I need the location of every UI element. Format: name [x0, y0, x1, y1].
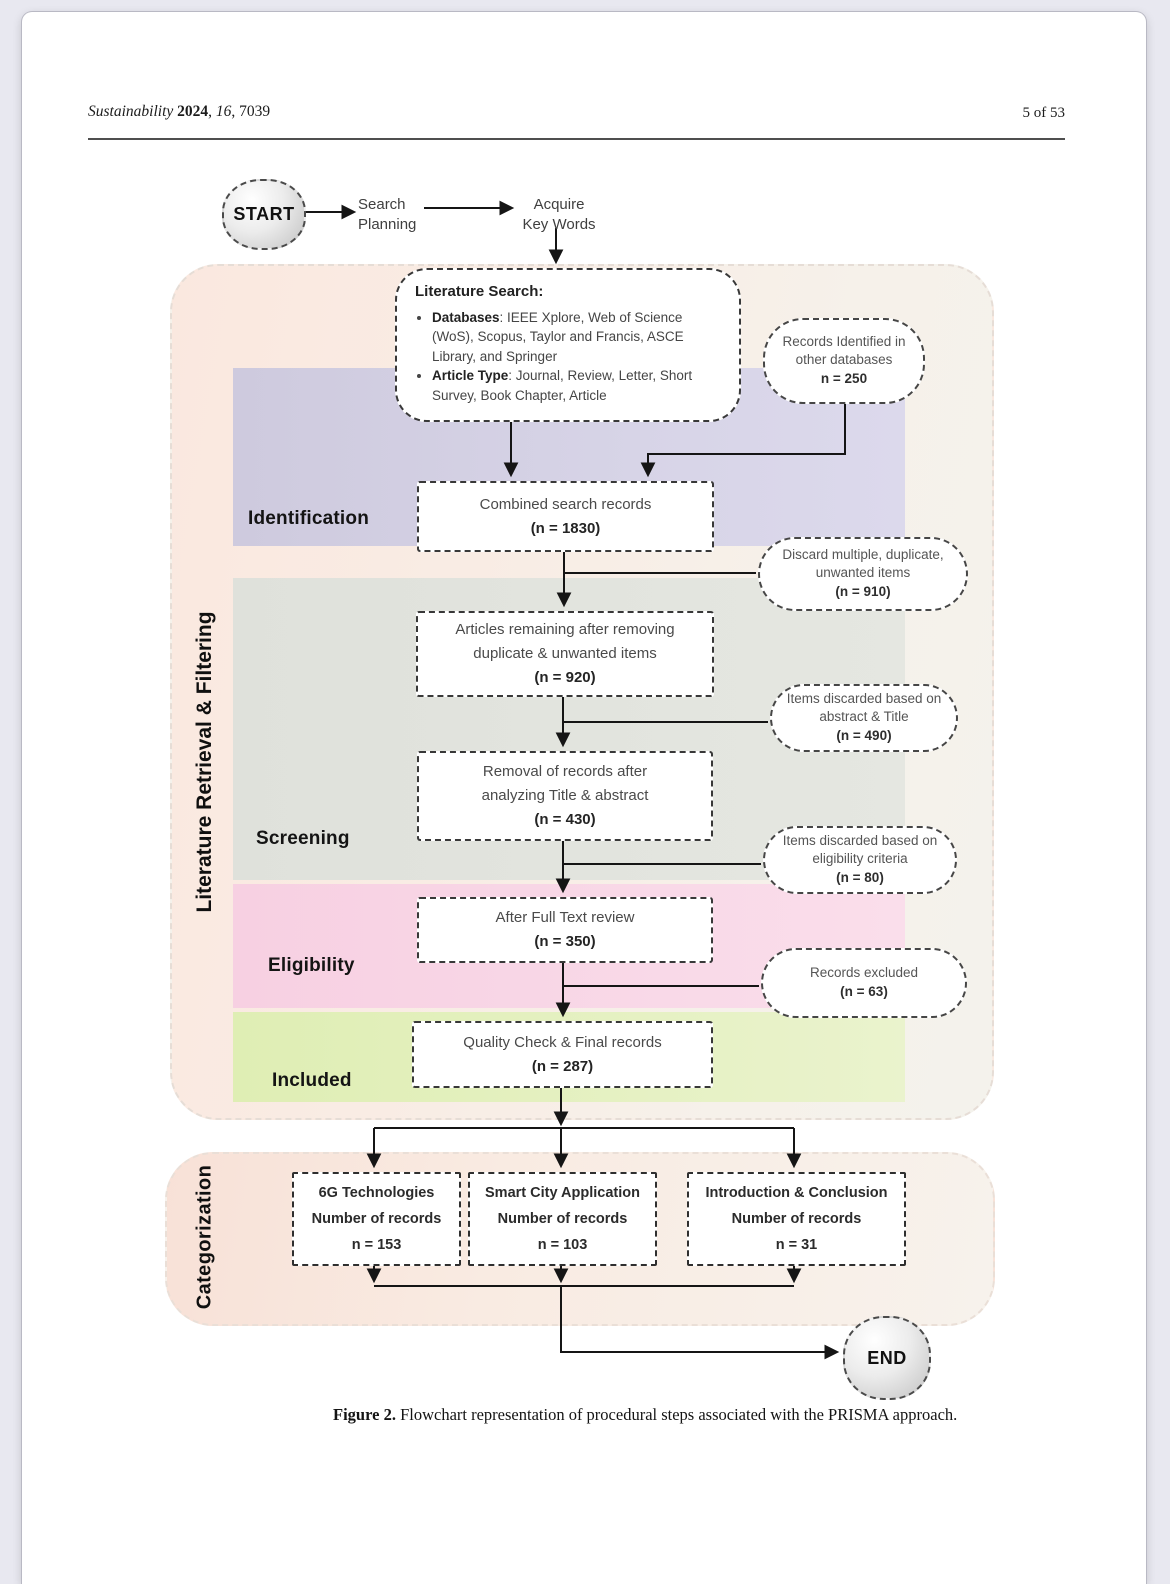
category-count: n = 153	[351, 1237, 402, 1254]
search-planning-line: Search	[358, 196, 406, 213]
box-line: Removal of records after	[482, 763, 648, 780]
quality-check-box	[412, 1021, 713, 1088]
article-number: 7039	[239, 103, 271, 120]
oval-count: (n = 63)	[840, 984, 888, 1000]
category-smart-city-box	[468, 1172, 657, 1266]
literature-search-title: Literature Search:	[415, 283, 544, 300]
journal-volume: 16	[215, 103, 232, 120]
oval-count: (n = 490)	[836, 728, 892, 744]
article-type-text: : Journal, Review, Letter, Short Survey, Book Chapter, Article	[432, 368, 693, 403]
literature-search-bullets	[415, 308, 723, 405]
category-count: n = 103	[537, 1237, 588, 1254]
oval-line: Items discarded based on	[786, 691, 942, 706]
category-line: Number of records	[497, 1210, 628, 1227]
category-count: n = 31	[775, 1237, 818, 1254]
oval-count: (n = 80)	[836, 870, 884, 886]
oval-line: other databases	[795, 352, 893, 368]
header-rule	[88, 138, 1065, 140]
box-line: duplicate & unwanted items	[473, 645, 657, 662]
full-text-review-box	[417, 897, 713, 963]
oval-line: unwanted items	[815, 565, 911, 581]
databases-lead: Databases	[432, 310, 500, 325]
box-line: Articles remaining after removing	[455, 621, 675, 638]
citation-separator: ,	[208, 103, 216, 120]
box-count: (n = 920)	[534, 669, 596, 686]
journal-citation	[88, 103, 270, 121]
combined-search-records-box	[417, 481, 714, 552]
box-count: (n = 287)	[531, 1057, 594, 1075]
page-number: 5 of 53	[1022, 105, 1065, 121]
screening-label: Screening	[256, 828, 350, 849]
eligibility-label: Eligibility	[268, 955, 355, 976]
article-type-bullet	[432, 366, 723, 405]
included-label: Included	[272, 1070, 352, 1091]
records-excluded-oval	[761, 948, 967, 1018]
discarded-eligibility-oval	[763, 826, 957, 894]
literature-retrieval-vertical-label: Literature Retrieval & Filtering	[193, 611, 216, 913]
search-planning-line: Planning	[358, 215, 417, 233]
figure-caption	[333, 1405, 1053, 1425]
article-type-lead: Article Type	[432, 368, 509, 384]
oval-line: Discard multiple, duplicate,	[782, 547, 944, 562]
box-count: (n = 430)	[534, 811, 596, 828]
literature-search-box	[395, 268, 741, 422]
oval-line: Records Identified in	[782, 334, 906, 349]
category-intro-conclusion-box	[687, 1172, 906, 1266]
figure-caption-text: Flowchart representation of procedural steps associated with the PRISMA approach.	[395, 1405, 958, 1424]
box-count: (n = 350)	[534, 933, 596, 950]
databases-bullet	[432, 308, 723, 366]
category-line: Introduction & Conclusion	[705, 1184, 888, 1201]
box-line: analyzing Title & abstract	[481, 787, 649, 804]
acquire-keywords-line: Key Words	[522, 215, 596, 233]
identification-label: Identification	[248, 508, 370, 529]
search-planning-label	[358, 195, 416, 235]
citation-separator: ,	[231, 103, 240, 120]
category-line: 6G Technologies	[318, 1184, 435, 1201]
oval-line: Records excluded	[809, 965, 919, 981]
oval-line: Items discarded based on	[782, 833, 938, 848]
acquire-keywords-line: Acquire	[533, 196, 585, 213]
end-terminal: END	[843, 1316, 931, 1400]
box-line: After Full Text review	[495, 909, 635, 926]
start-terminal: START	[222, 179, 306, 250]
category-line: Number of records	[311, 1210, 442, 1227]
category-6g-technologies-box	[292, 1172, 461, 1266]
oval-count: (n = 910)	[835, 584, 891, 600]
figure-caption-label: Figure 2.	[333, 1405, 396, 1424]
discard-duplicates-oval	[758, 537, 968, 611]
categorization-vertical-label: Categorization	[193, 1164, 216, 1310]
journal-year: 2024	[177, 103, 209, 120]
journal-name: Sustainability	[88, 103, 174, 120]
databases-text: : IEEE Xplore, Web of Science (WoS), Scopus, Taylor and Francis, ASCE Library, and Springer	[432, 310, 684, 364]
records-other-databases-oval	[763, 318, 925, 404]
acquire-keywords-label	[519, 195, 599, 235]
category-line: Smart City Application	[485, 1184, 640, 1201]
removal-of-records-box	[417, 751, 713, 841]
oval-line: eligibility criteria	[812, 851, 908, 867]
box-line: Quality Check & Final records	[463, 1033, 662, 1051]
discarded-abstract-title-oval	[770, 684, 958, 752]
oval-count: n = 250	[820, 371, 868, 387]
category-line: Number of records	[731, 1210, 862, 1227]
box-line: Combined search records	[479, 495, 652, 513]
box-count: (n = 1830)	[530, 519, 601, 537]
oval-line: abstract & Title	[819, 709, 909, 725]
articles-remaining-box	[416, 611, 714, 697]
